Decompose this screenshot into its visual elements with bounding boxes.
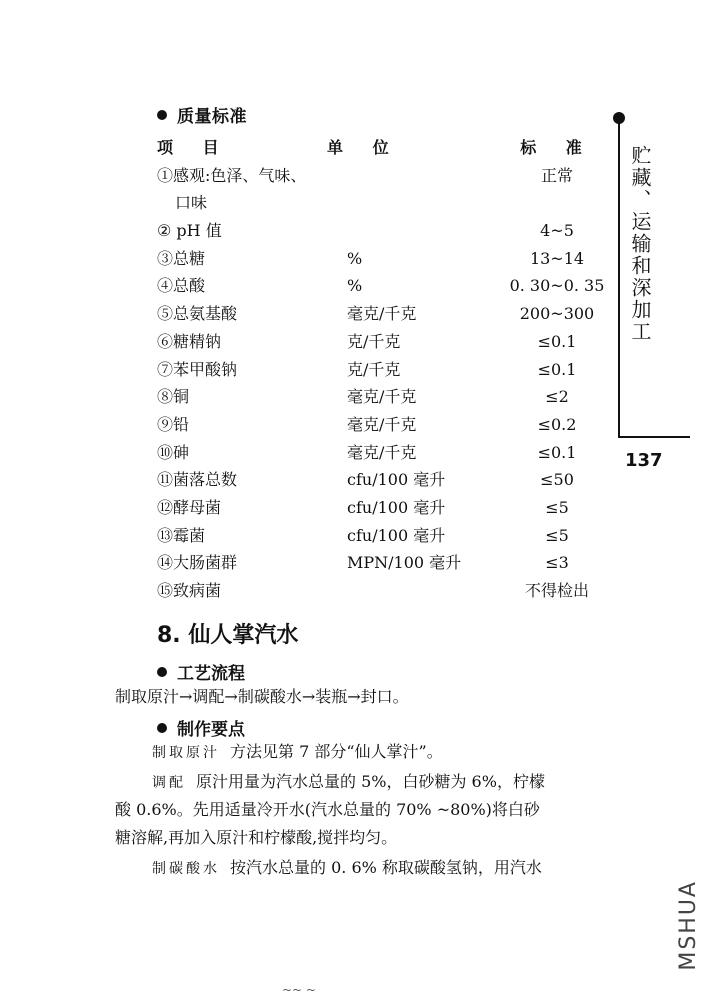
row-unit: 毫克/千克 xyxy=(347,304,417,324)
table-row xyxy=(157,466,617,494)
process-text: 制取原汁→调配→制碳酸水→装瓶→封口。 xyxy=(115,687,409,706)
row-std: ≤2 xyxy=(545,387,569,407)
table-row xyxy=(157,577,617,605)
paragraph-text: 方法见第 7 部分“仙人掌汁”。 xyxy=(230,742,443,761)
row-item: ⑥糖精钠 xyxy=(157,331,222,351)
points-heading-text: 制作要点 xyxy=(177,720,245,740)
row-unit: cfu/100 毫升 xyxy=(347,470,446,490)
table-row xyxy=(157,189,617,217)
table-row xyxy=(157,356,617,384)
paragraph xyxy=(152,737,642,768)
paragraph xyxy=(152,853,642,884)
header-item: 项 目 xyxy=(157,138,231,157)
row-std: ≤50 xyxy=(540,470,574,490)
bullet-icon xyxy=(157,667,167,677)
table-row xyxy=(157,411,617,439)
table-row xyxy=(157,439,617,467)
paragraph-keyword: 制碳酸水 xyxy=(152,861,220,877)
row-item: ④总酸 xyxy=(157,276,206,296)
row-item: ⑨铅 xyxy=(157,414,190,434)
table-row xyxy=(157,300,617,328)
row-item: ⑤总氨基酸 xyxy=(157,304,238,324)
quality-table xyxy=(157,134,617,605)
row-item: ③总糖 xyxy=(157,248,206,268)
row-std: 4~5 xyxy=(540,221,574,241)
row-std: ≤3 xyxy=(545,553,569,573)
quality-heading xyxy=(157,102,247,127)
paragraph-text: 原汁用量为汽水总量的 5%，白砂糖为 6%，柠檬 xyxy=(196,772,545,791)
section-heading: 8. 仙人掌汽水 xyxy=(157,623,299,648)
row-unit: cfu/100 毫升 xyxy=(347,525,446,545)
table-row xyxy=(157,162,617,190)
paragraph-keyword: 调配 xyxy=(152,775,186,791)
row-item: 口味 xyxy=(175,193,208,213)
row-std: ≤0.1 xyxy=(537,359,577,379)
row-std: ≤0.1 xyxy=(537,331,577,351)
paragraph-text: 按汽水总量的 0. 6% 称取碳酸氢钠，用汽水 xyxy=(230,858,542,877)
row-unit: % xyxy=(347,276,363,296)
row-std: 正常 xyxy=(540,165,573,185)
row-item: ⑮致病菌 xyxy=(157,581,222,600)
table-header xyxy=(157,134,617,162)
paragraph xyxy=(152,767,642,798)
row-unit: cfu/100 毫升 xyxy=(347,497,446,517)
row-unit: 克/千克 xyxy=(347,331,401,351)
table-row xyxy=(157,245,617,273)
paragraph-line: 酸 0.6%。先用适量冷开水(汽水总量的 70% ~80%)将白砂 xyxy=(115,800,540,819)
table-row xyxy=(157,272,617,300)
row-unit: 毫克/千克 xyxy=(347,442,417,462)
header-std: 标 准 xyxy=(520,138,594,157)
row-unit: MPN/100 毫升 xyxy=(347,553,462,573)
table-row xyxy=(157,383,617,411)
row-std: ≤5 xyxy=(545,525,569,545)
table-row xyxy=(157,217,617,245)
bottom-fragment: ~~ ~ xyxy=(282,983,316,997)
chapter-marker-line xyxy=(618,117,620,437)
chapter-side-title: 贮藏、运输和深加工 xyxy=(628,145,652,343)
row-item: ⑭大肠菌群 xyxy=(157,553,238,573)
paragraph-line: 糖溶解,再加入原汁和柠檬酸,搅拌均匀。 xyxy=(115,828,398,847)
row-unit: % xyxy=(347,248,363,268)
row-std: 0. 30~0. 35 xyxy=(509,276,605,296)
table-row xyxy=(157,328,617,356)
row-item: ①感观:色泽、气味、 xyxy=(157,165,307,185)
row-unit: 克/千克 xyxy=(347,359,401,379)
row-std: ≤0.1 xyxy=(537,442,577,462)
row-item: ⑧铜 xyxy=(157,387,190,407)
paragraph-keyword: 制取原汁 xyxy=(152,745,220,761)
bullet-icon xyxy=(157,723,167,733)
page-number: 137 xyxy=(625,450,663,471)
row-item: ⑦苯甲酸钠 xyxy=(157,359,238,379)
row-std: 200~300 xyxy=(519,304,595,324)
table-row xyxy=(157,494,617,522)
row-std: 13~14 xyxy=(529,248,585,268)
table-row xyxy=(157,549,617,577)
row-item: ⑩砷 xyxy=(157,442,190,462)
watermark: MSHUA xyxy=(676,880,701,971)
bullet-icon xyxy=(157,110,167,120)
table-row xyxy=(157,522,617,550)
row-item: ⑪菌落总数 xyxy=(157,470,238,490)
quality-heading-text: 质量标准 xyxy=(177,107,247,127)
row-item: ⑬霉菌 xyxy=(157,525,206,545)
process-heading-text: 工艺流程 xyxy=(177,664,245,684)
row-item: ⑫酵母菌 xyxy=(157,497,222,517)
row-item: ② pH 值 xyxy=(157,221,222,241)
chapter-marker-baseline xyxy=(618,436,690,438)
process-heading xyxy=(157,659,245,684)
row-unit: 毫克/千克 xyxy=(347,414,417,434)
header-unit: 单 位 xyxy=(327,138,401,157)
row-unit: 毫克/千克 xyxy=(347,387,417,407)
row-std: ≤0.2 xyxy=(537,414,577,434)
row-std: 不得检出 xyxy=(524,581,589,600)
row-std: ≤5 xyxy=(545,497,569,517)
